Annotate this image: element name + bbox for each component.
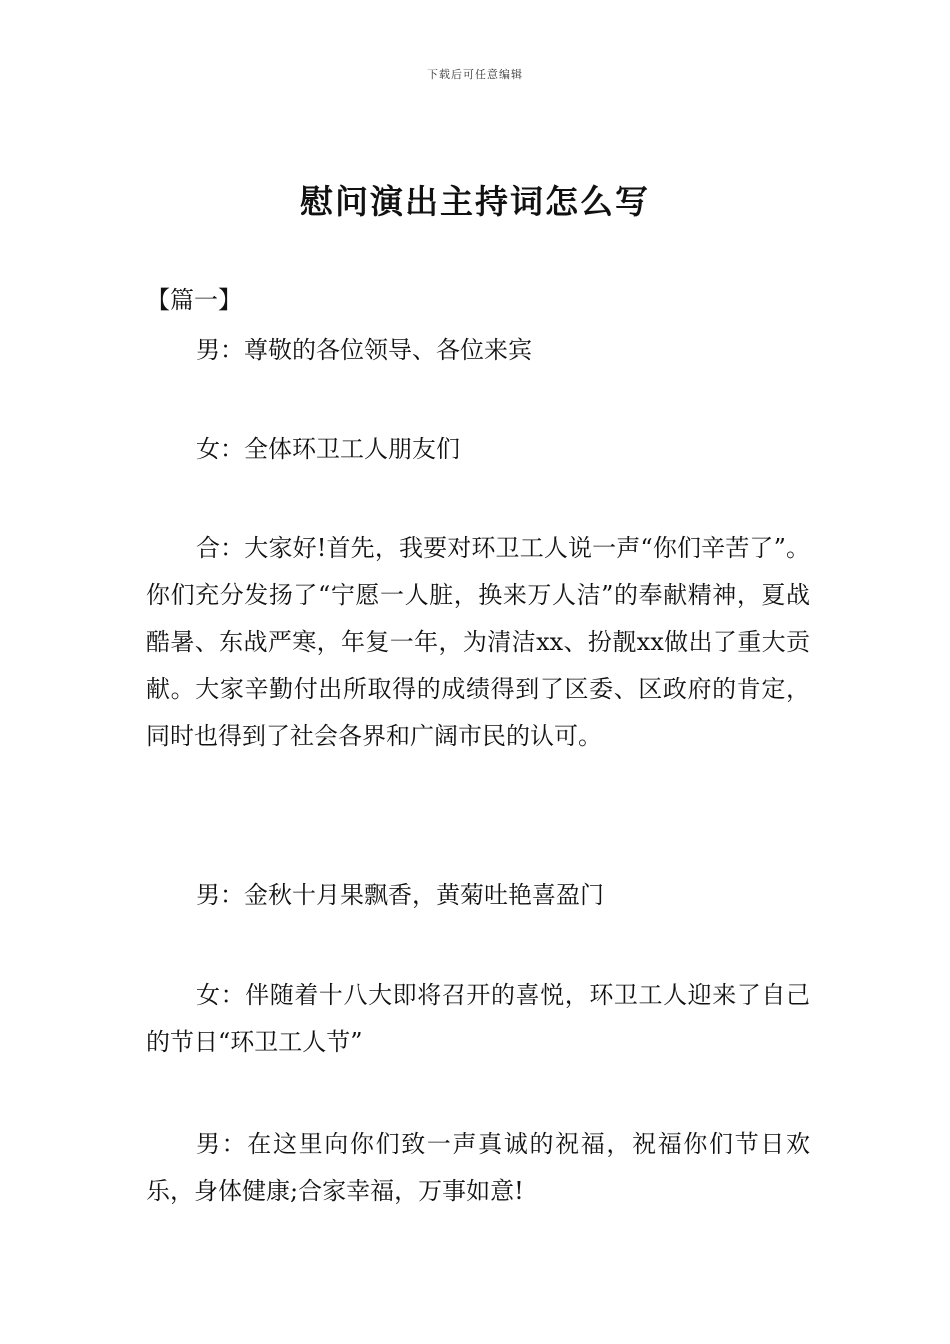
- paragraph: 男：尊敬的各位领导、各位来宾: [196, 336, 532, 364]
- paragraph: 女：伴随着十八大即将召开的喜悦，环卫工人迎来了自己的节日“环卫工人节”: [146, 981, 810, 1056]
- paragraph: 女：全体环卫工人朋友们: [196, 435, 460, 463]
- header-note: 下载后可任意编辑: [427, 68, 523, 81]
- paragraph: 男：在这里向你们致一声真诚的祝福，祝福你们节日欢乐，身体健康;合家幸福，万事如意!: [146, 1130, 810, 1205]
- paragraph: 男：金秋十月果飘香，黄菊吐艳喜盈门: [196, 881, 604, 909]
- section-label: 【篇一】: [146, 286, 242, 314]
- document-title: 慰问演出主持词怎么写: [300, 182, 650, 221]
- paragraph: 合：大家好!首先，我要对环卫工人说一声“你们辛苦了”。你们充分发扬了“宁愿一人脏，换来万人洁”的奉献精神，夏战酷暑、东战严寒，年复一年，为清洁xx、扮靓xx做出了重大贡献。大家辛勤付出所取得的成绩得到了区委、区政府的肯定，同时也得到了社会各界和广阔市民的认可。: [146, 534, 810, 750]
